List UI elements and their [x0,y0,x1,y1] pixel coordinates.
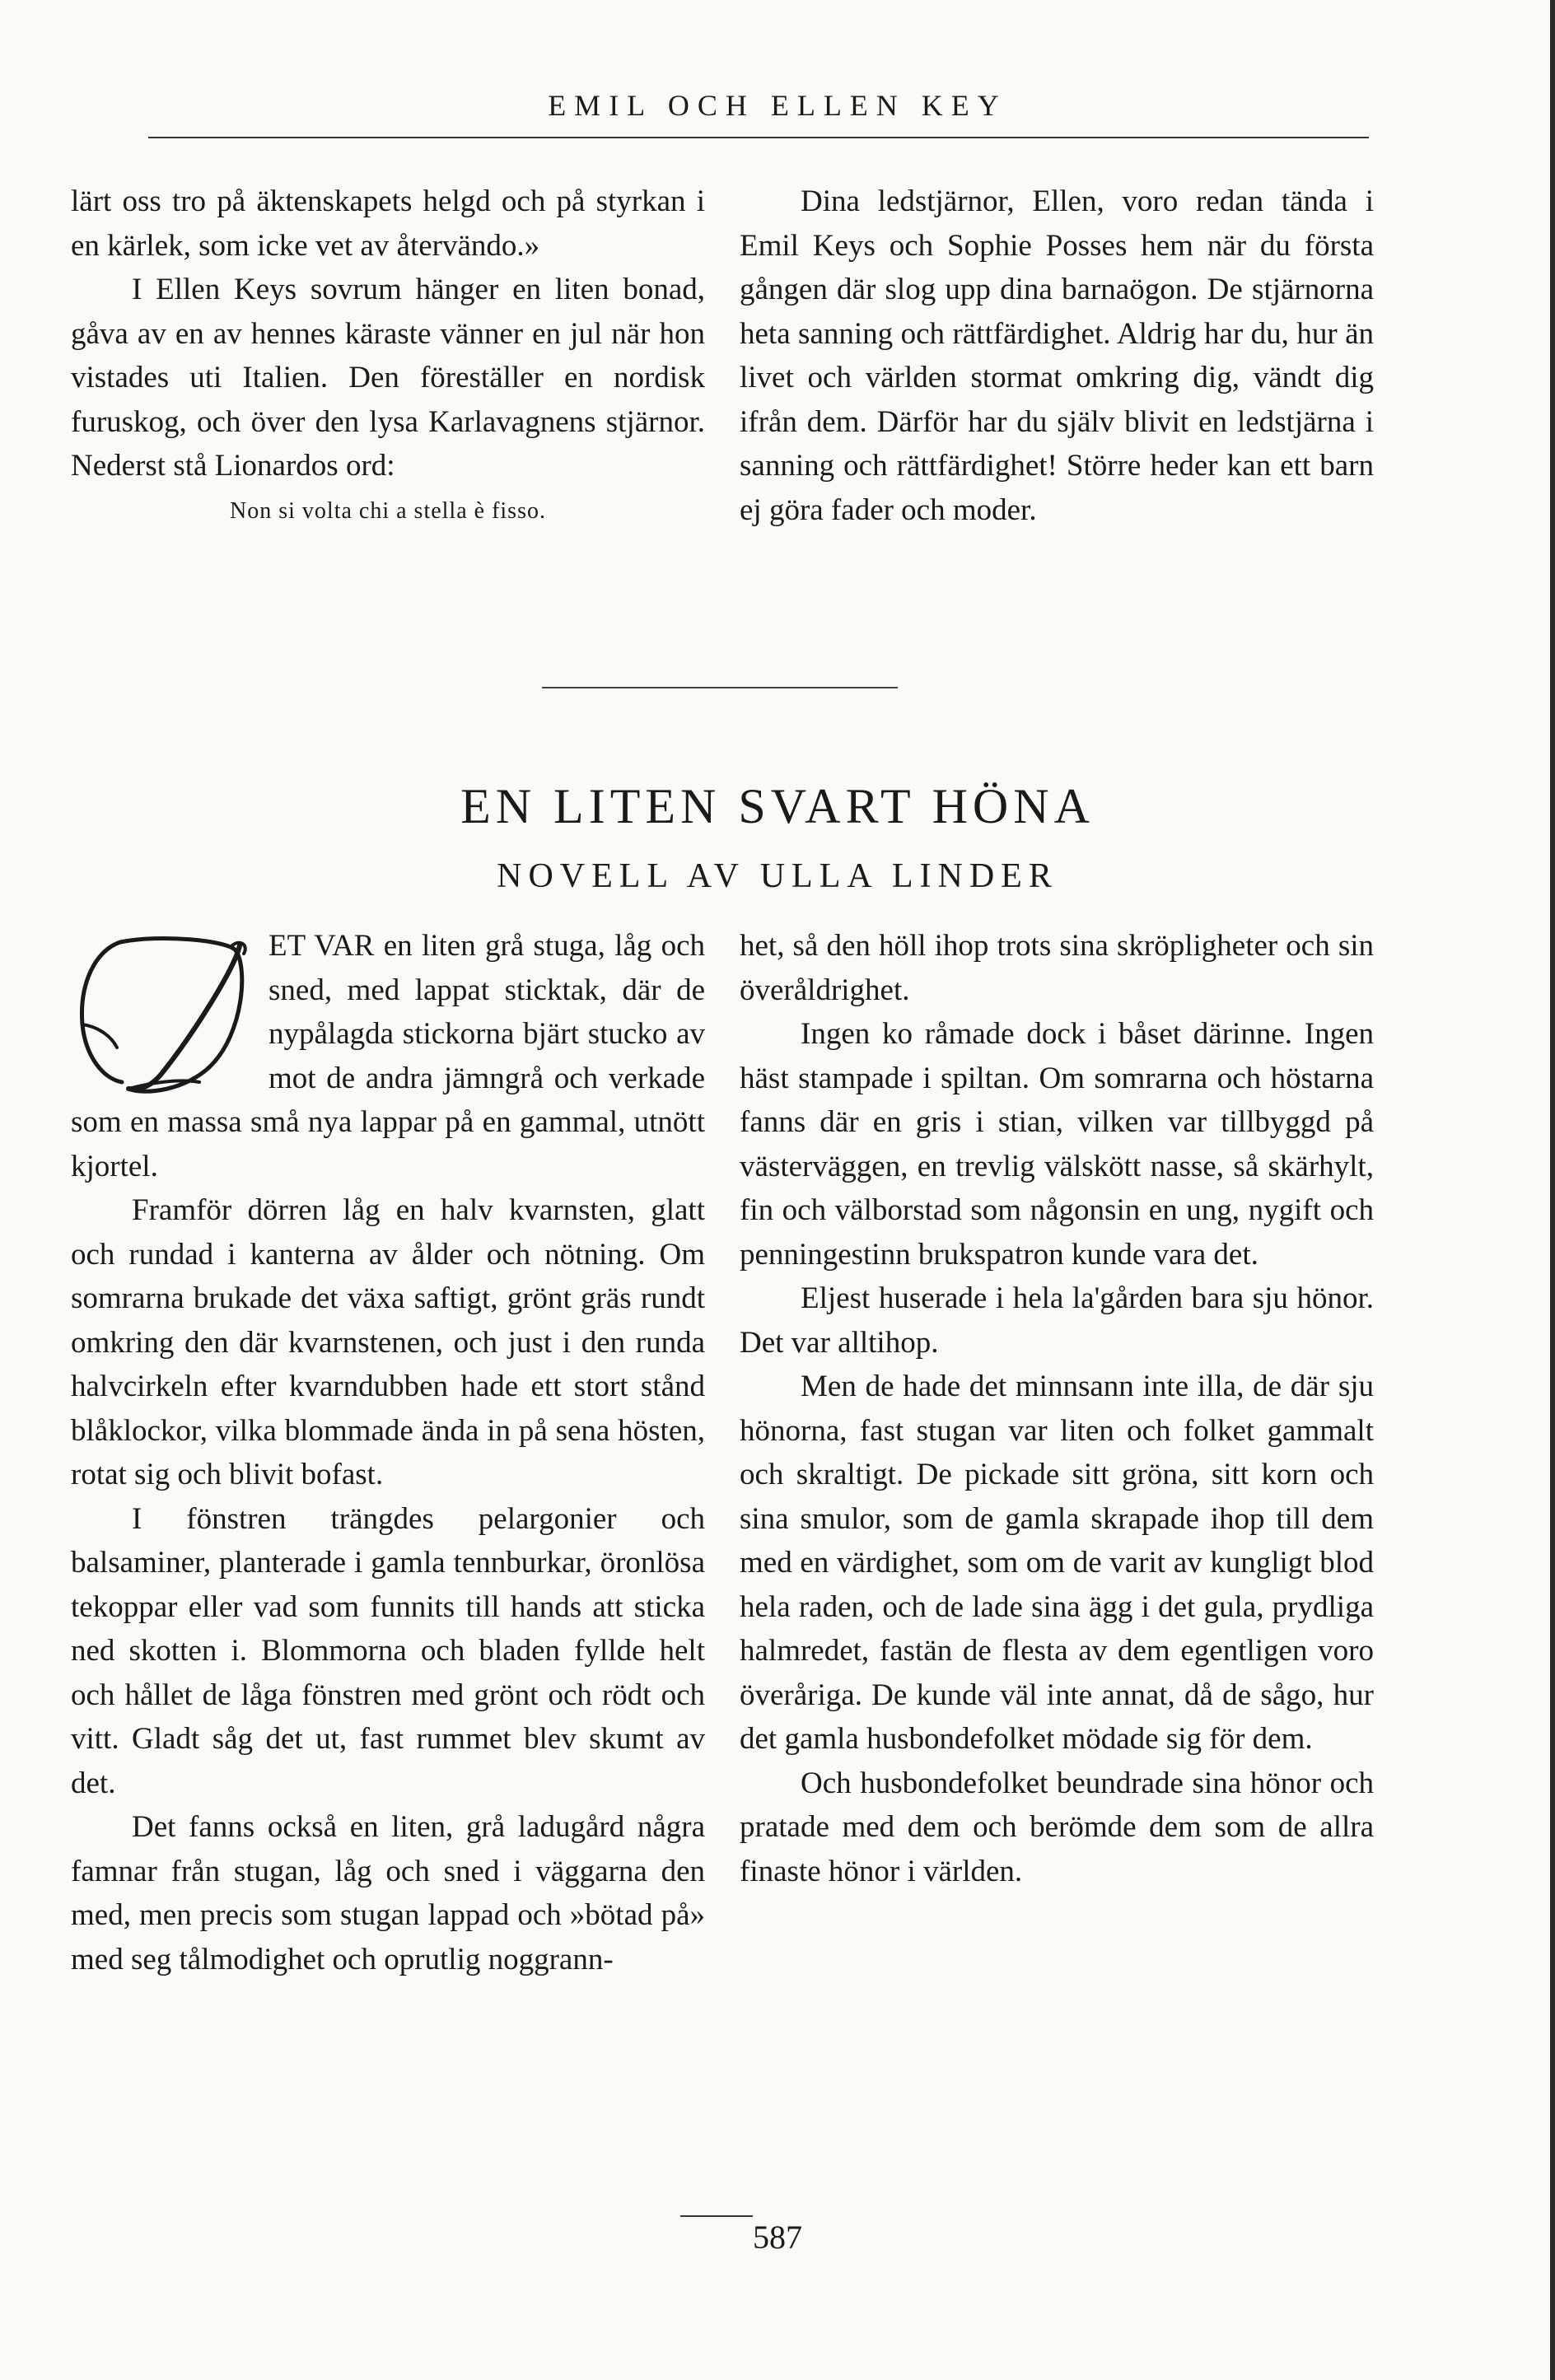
story-subtitle: NOVELL AV ULLA LINDER [497,857,1058,895]
running-head: EMIL OCH ELLEN KEY [548,89,1007,122]
paragraph: Det fanns också en liten, grå ladugård några famnar från stugan, låg och sned i väggarna den med, men precis som stugan lappad och »bötad på» med seg tålmodighet och oprutlig noggrann- [71,1810,705,1976]
section-separator [542,687,898,688]
page-edge [1550,0,1555,2380]
paragraph: Ingen ko råmade dock i båset därinne. Ingen häst stampade i spiltan. Om somrarna och höstarna fanns där en gris i stian, vilken var tillbyggd på västerväggen, en trevlig välskött nasse, så skärhylt, fin och välborstad som någonsin en ung, nygift och penningestinn brukspatron kunde vara det. [740,1017,1374,1272]
story-right-column [740,924,1374,1893]
paragraph: Men de hade det minnsann inte illa, de där sju hönorna, fast stugan var liten och folket gammalt och skraltigt. De pickade sitt gröna, sitt korn och sina smulor, som de gamla skrapade ihop till dem med en värdighet, som om de varit av kungligt blod hela raden, och de lade sina ägg i det gula, prydliga halmredet, fastän de flesta av dem egentligen voro överåriga. De kunde väl inte annat, då de sågo, hur det gamla husbondefolket mödade sig för dem. [740,1370,1374,1756]
paragraph: I Ellen Keys sovrum hänger en liten bonad, gåva av en av hennes käraste vänner en jul när hon vistades uti Italien. Den föreställer en nordisk furuskog, och över den lysa Karlavagnens stjärnor. Nederst stå Lionardos ord: [71,273,705,483]
story-title: EN LITEN SVART HÖNA [460,779,1095,833]
header-rule [148,137,1369,138]
previous-article-left-column [71,180,705,534]
story-left-column [71,924,705,1981]
page-number: 587 [753,2219,802,2256]
paragraph: Framför dörren låg en halv kvarnsten, glatt och rundad i kanterna av ålder och nötning. Om somrarna brukade det växa saftigt, grönt gräs rundt omkring den där kvarnstenen, och just i den runda halvcirkeln efter kvarndubben hade ett stort stånd blåklockor, vilka blommade ända in på sena hösten, rotat sig och blivit bofast. [71,1193,705,1491]
drop-cap [71,934,257,1099]
paragraph: ET VAR en liten grå stuga, låg och sned, med lappat sticktak, där de nypålagda stickorna bjärt stucko av mot de andra jämngrå och verkade som en massa små nya lappar på en gammal, utnött kjortel. [71,929,705,1183]
previous-article-right-column [740,180,1374,532]
paragraph: Dina ledstjärnor, Ellen, voro redan tända i Emil Keys och Sophie Posses hem när du första gången där slog upp dina barnaögon. De stjärnorna heta sanning och rättfärdighet. Aldrig har du, hur än livet och världen stormat omkring dig, vändt dig ifrån dem. Därför har du själv blivit en ledstjärna i sanning och rättfärdighet! Större heder kan ett barn ej göra fader och moder. [740,184,1374,527]
paragraph: lärt oss tro på äktenskapets helgd och på styrkan i en kärlek, som icke vet av återvändo.» [71,184,705,263]
paragraph: Eljest huserade i hela la'gården bara sju hönor. Det var alltihop. [740,1281,1374,1360]
paragraph: het, så den höll ihop trots sina skröpligheter och sin överåldrighet. [740,929,1374,1007]
paragraph: Och husbondefolket beundrade sina hönor och pratade med dem och berömde dem som de allra finaste hönor i världen. [740,1766,1374,1888]
lionardo-quote: Non si volta chi a stella è fisso. [230,497,546,524]
paragraph: I fönstren trängdes pelargonier och balsaminer, planterade i gamla tennburkar, öronlösa tekoppar eller vad som funnits till hands att sticka ned skotten i. Blommorna och bladen fyllde helt och hållet de låga fönstren med grönt och rödt och vitt. Gladt såg det ut, fast rummet blev skumt av det. [71,1501,705,1800]
